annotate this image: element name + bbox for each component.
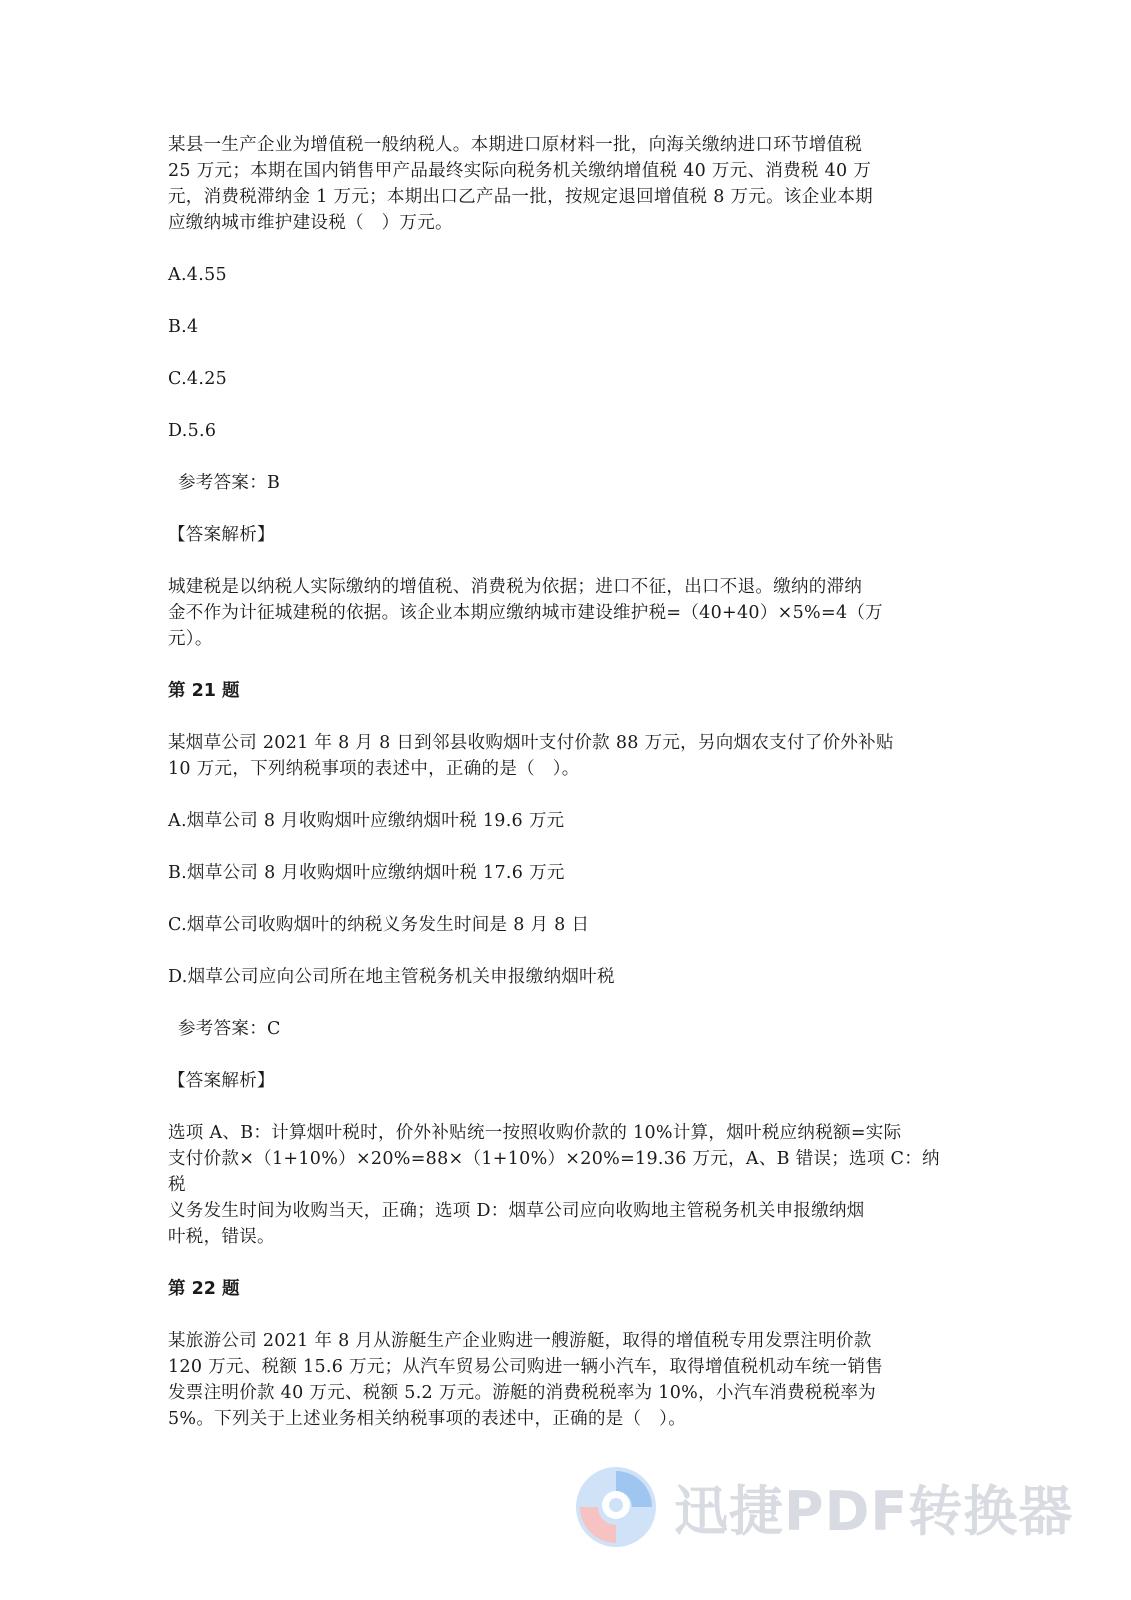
- q22-stem-line: 某旅游公司 2021 年 8 月从游艇生产企业购进一艘游艇，取得的增值税专用发票注明价款: [168, 1331, 872, 1351]
- q20-analysis: [168, 574, 943, 652]
- q20-option-a: A.4.55: [168, 265, 227, 285]
- q21-analysis-line: 叶税，错误。: [168, 1227, 275, 1247]
- q21-option-a: A.烟草公司 8 月收购烟叶应缴纳烟叶税 19.6 万元: [168, 811, 565, 831]
- q20-stem: [168, 132, 943, 236]
- q20-stem-line: 元，消费税滞纳金 1 万元；本期出口乙产品一批，按规定退回增值税 8 万元。该企业本期: [168, 187, 873, 207]
- q20-stem-line: 应缴纳城市维护建设税（ ）万元。: [168, 213, 453, 233]
- q21-stem-line: 10 万元，下列纳税事项的表述中，正确的是（ ）。: [168, 759, 580, 779]
- q20-stem-line: 25 万元；本期在国内销售甲产品最终实际向税务机关缴纳增值税 40 万元、消费税 40 万: [168, 161, 872, 181]
- q21-option-d: D.烟草公司应向公司所在地主管税务机关申报缴纳烟叶税: [168, 967, 615, 987]
- document-page: [168, 132, 943, 1432]
- watermark-text: 迅捷PDF转换器: [674, 1479, 1074, 1543]
- q21-analysis-line: 支付价款×（1+10%）×20%=88×（1+10%）×20%=19.36 万元，A、B 错误；选项 C：纳税: [168, 1149, 940, 1195]
- q20-analysis-line: 城建税是以纳税人实际缴纳的增值税、消费税为依据；进口不征，出口不退。缴纳的滞纳: [168, 577, 863, 597]
- q20-analysis-title: 【答案解析】: [168, 525, 275, 545]
- q21-title: 第 21 题: [168, 681, 240, 701]
- q21-analysis-line: 选项 A、B：计算烟叶税时，价外补贴统一按照收购价款的 10%计算，烟叶税应纳税额=实际: [168, 1123, 902, 1143]
- q20-analysis-line: 金不作为计征城建税的依据。该企业本期应缴纳城市建设维护税=（40+40）×5%=4（万: [168, 603, 883, 623]
- q20-option-c: C.4.25: [168, 369, 228, 389]
- q21-answer: 参考答案：C: [178, 1019, 281, 1039]
- q22-stem: [168, 1328, 943, 1432]
- q21-option-c: C.烟草公司收购烟叶的纳税义务发生时间是 8 月 8 日: [168, 915, 590, 935]
- q20-option-d: D.5.6: [168, 421, 217, 441]
- q22-title: 第 22 题: [168, 1279, 240, 1299]
- q21-stem: [168, 730, 943, 782]
- q20-analysis-line: 元）。: [168, 629, 213, 649]
- pdf-converter-logo-icon: [572, 1463, 660, 1551]
- q21-stem-line: 某烟草公司 2021 年 8 月 8 日到邻县收购烟叶支付价款 88 万元，另向烟农支付了价外补贴: [168, 733, 894, 753]
- q22-stem-line: 5%。下列关于上述业务相关纳税事项的表述中，正确的是（ ）。: [168, 1409, 687, 1429]
- q22-stem-line: 发票注明价款 40 万元、税额 5.2 万元。游艇的消费税税率为 10%，小汽车消费税税率为: [168, 1383, 877, 1403]
- watermark: [572, 1457, 1112, 1557]
- q21-analysis: [168, 1120, 943, 1250]
- q22-stem-line: 120 万元、税额 15.6 万元；从汽车贸易公司购进一辆小汽车，取得增值税机动车统一销售: [168, 1357, 884, 1377]
- q20-stem-line: 某县一生产企业为增值税一般纳税人。本期进口原材料一批，向海关缴纳进口环节增值税: [168, 135, 863, 155]
- q20-answer: 参考答案：B: [178, 473, 281, 493]
- q20-option-b: B.4: [168, 317, 199, 337]
- q21-analysis-line: 义务发生时间为收购当天，正确；选项 D：烟草公司应向收购地主管税务机关申报缴纳烟: [168, 1201, 865, 1221]
- q21-option-b: B.烟草公司 8 月收购烟叶应缴纳烟叶税 17.6 万元: [168, 863, 565, 883]
- q21-analysis-title: 【答案解析】: [168, 1071, 275, 1091]
